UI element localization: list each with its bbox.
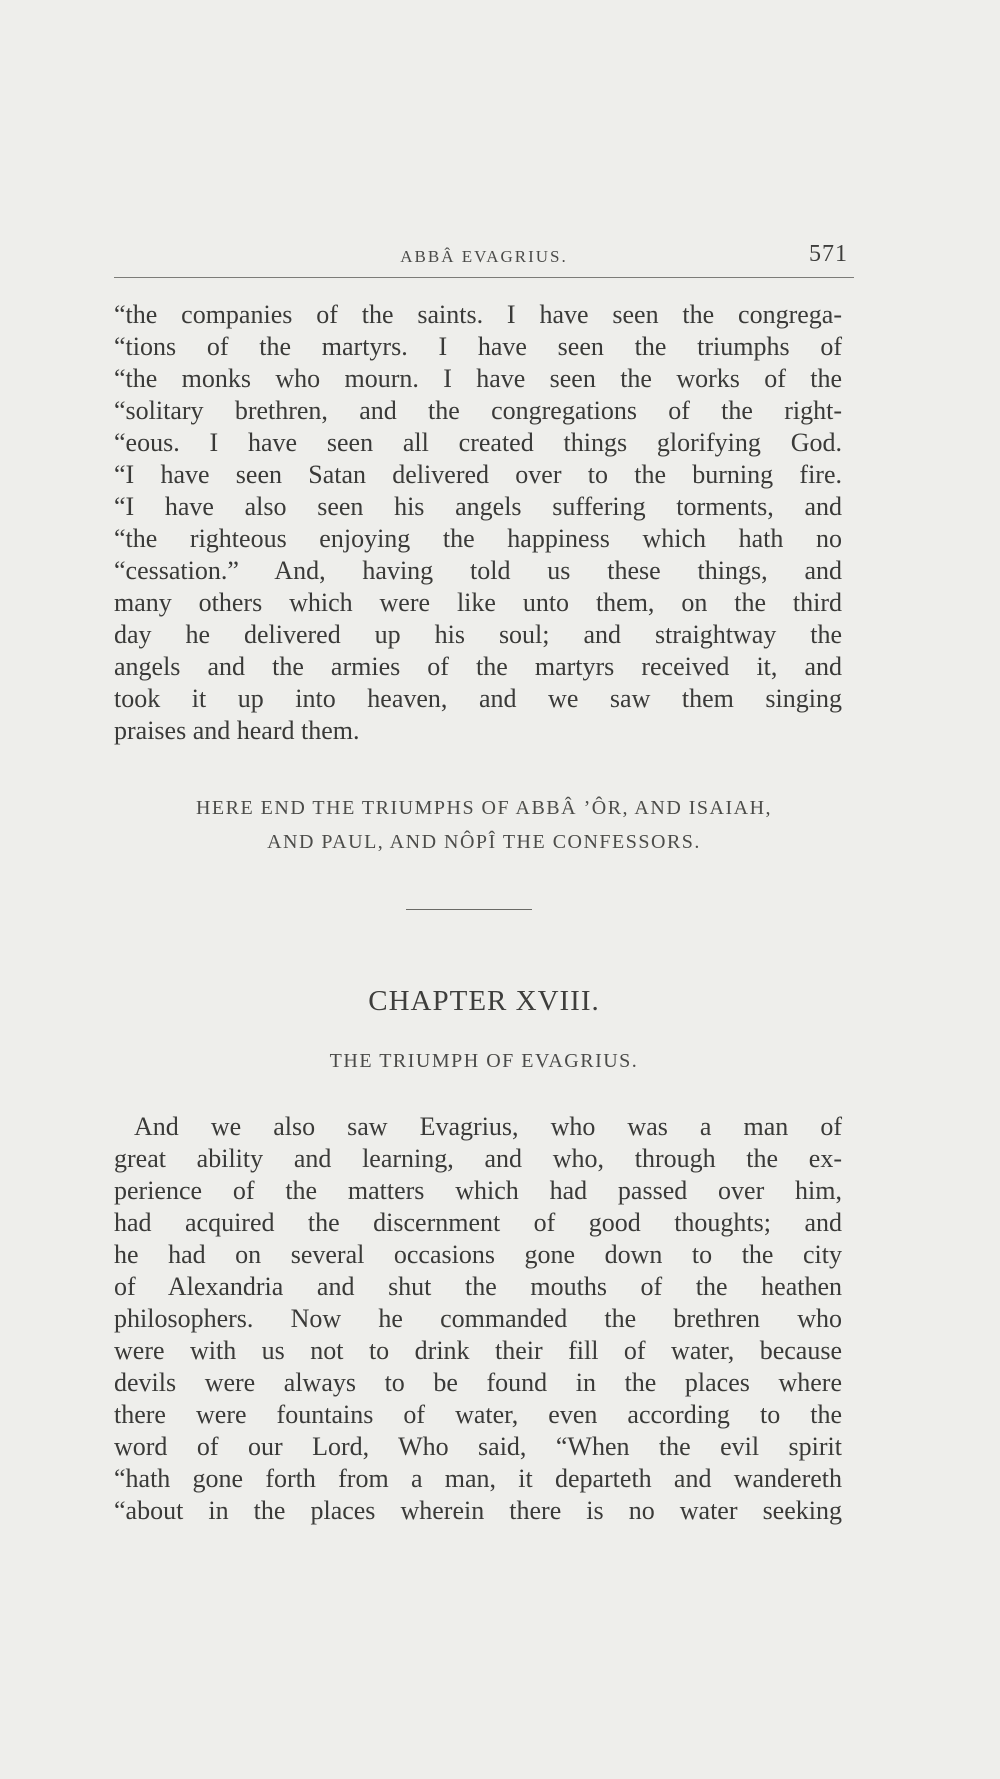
- text-line: “I have seen Satan delivered over to the burning fire.: [114, 460, 842, 489]
- text-line: angels and the armies of the martyrs received it, and: [114, 652, 842, 681]
- text-line: “eous. I have seen all created things glorifying God.: [114, 428, 842, 457]
- text-line: he had on several occasions gone down to the city: [114, 1240, 842, 1269]
- header-rule: [114, 277, 854, 278]
- running-title: ABBÂ EVAGRIUS.: [400, 247, 568, 266]
- page-header: [114, 235, 854, 277]
- text-line: And we also saw Evagrius, who was a man of: [134, 1112, 842, 1141]
- text-line: “hath gone forth from a man, it departeth and wandereth: [114, 1464, 842, 1493]
- text-line: great ability and learning, and who, through the ex-: [114, 1144, 842, 1173]
- text-line: had acquired the discernment of good thoughts; and: [114, 1208, 842, 1237]
- text-line: “the righteous enjoying the happiness which hath no: [114, 524, 842, 553]
- chapter-subtitle: THE TRIUMPH OF EVAGRIUS.: [329, 1050, 639, 1072]
- text-line: took it up into heaven, and we saw them singing: [114, 684, 842, 713]
- text-line: “the companies of the saints. I have seen the congrega-: [114, 300, 842, 329]
- text-line: “the monks who mourn. I have seen the works of the: [114, 364, 842, 393]
- colophon-line: HERE END THE TRIUMPHS OF ABBÂ ’ÔR, AND ISAIAH,: [195, 797, 773, 819]
- text-line: perience of the matters which had passed over him,: [114, 1176, 842, 1205]
- page-number: 571: [809, 241, 848, 267]
- text-line: there were fountains of water, even according to the: [114, 1400, 842, 1429]
- colophon-line: AND PAUL, AND NÔPÎ THE CONFESSORS.: [267, 831, 701, 853]
- text-line: “about in the places wherein there is no water seeking: [114, 1496, 842, 1525]
- chapter-title: CHAPTER XVIII.: [368, 985, 600, 1017]
- text-line: praises and heard them.: [114, 716, 360, 745]
- text-line: of Alexandria and shut the mouths of the heathen: [114, 1272, 842, 1301]
- text-line: philosophers. Now he commanded the brethren who: [114, 1304, 842, 1333]
- section-divider: [406, 909, 532, 910]
- text-line: word of our Lord, Who said, “When the evil spirit: [114, 1432, 842, 1461]
- text-line: “I have also seen his angels suffering torments, and: [114, 492, 842, 521]
- text-line: were with us not to drink their fill of water, because: [114, 1336, 842, 1365]
- text-line: devils were always to be found in the places where: [114, 1368, 842, 1397]
- text-line: “tions of the martyrs. I have seen the triumphs of: [114, 332, 842, 361]
- text-line: many others which were like unto them, on the third: [114, 588, 842, 617]
- text-line: “cessation.” And, having told us these things, and: [114, 556, 842, 585]
- text-line: “solitary brethren, and the congregations of the right-: [114, 396, 842, 425]
- text-line: day he delivered up his soul; and straightway the: [114, 620, 842, 649]
